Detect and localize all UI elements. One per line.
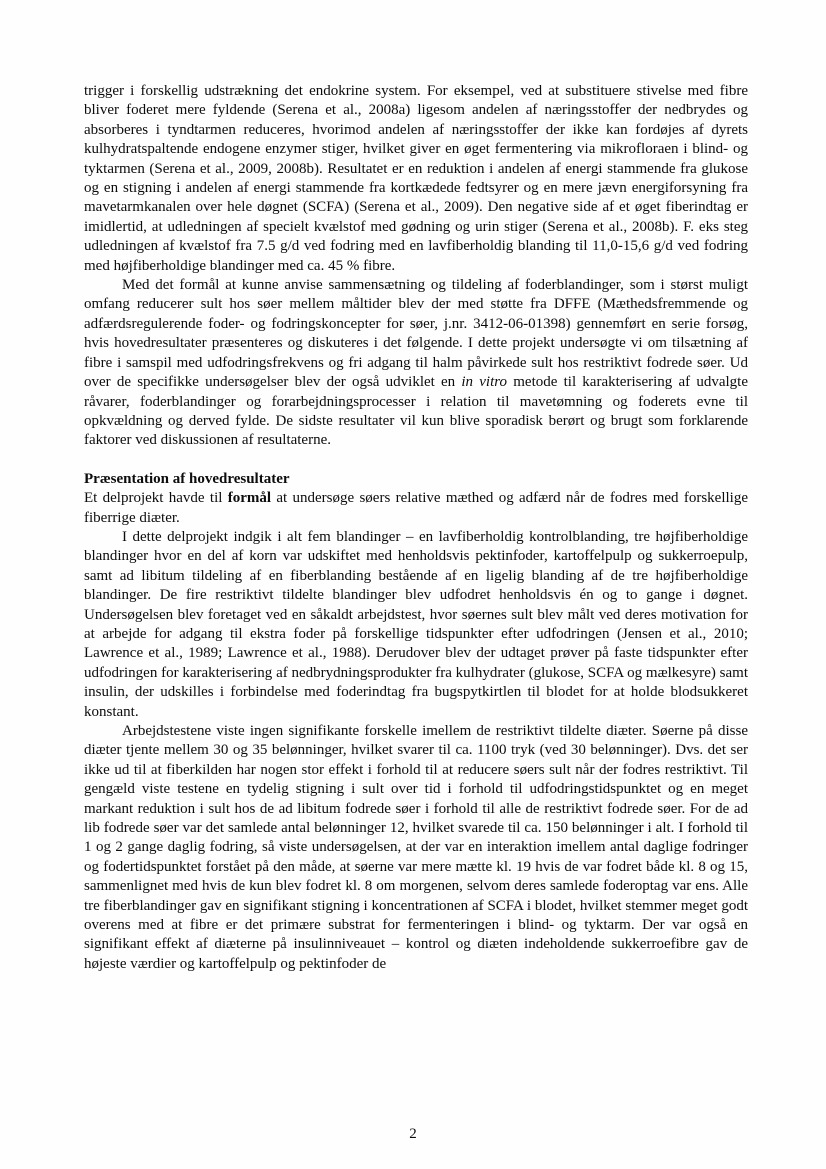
text-run: Et delprojekt havde til (84, 490, 228, 507)
paragraph (84, 82, 748, 276)
section-heading: Præsentation af hovedresultater (84, 470, 290, 487)
text-block (84, 82, 748, 974)
text-run: trigger i forskellig udstrækning det endokrine system. For eksempel, ved at substituere stivelse med fibre bliver foderet mere fyldende (Serena et al., 2008a) ligesom andelen af næringsstoffer der nedbrydes og absorberes i tyndtarmen reduceres, hvorimod andelen af næringsstoffer der ikke kan fordøjes af dyrets kulhydratspaltende endogene enzymer stiger, hvilket giver en øget fermentering via mikrofloraen i blind- og tyktarmen (Serena et al., 2009, 2008b). Resultatet er en reduktion i andelen af energi stammende fra glukose og en stigning i andelen af energi stammende fra kortkædede fedtsyrer og en mere jævn energiforsyning fra mavetarmkanalen over hele døgnet (SCFA) (Serena et al., 2009). Den negative side af et øget fiberindtag er imidlertid, at udledningen af specielt kvælstof med gødning og urin stiger (Serena et al., 2008b). F. eks steg udledningen af kvælstof fra 7.5 g/d ved fodring med en lavfiberholdig blanding til 11,0-15,6 g/d ved fodring med højfiberholdige blandinger med ca. 45 % fibre. (84, 83, 748, 274)
text-run: at undersøge søers relative mæthed og adfærd når de fodres med forskellige fiberrige diæter. (84, 490, 748, 526)
paragraph (84, 489, 748, 528)
text-run-bold: formål (227, 490, 272, 507)
text-run: Med det formål at kunne anvise sammensætning og tildeling af foderblandinger, som i størst muligt omfang reducerer sult hos søer mellem måltider blev der med støtte fra DFFE (Mæthedsfremmende og adfærdsregulerende foder- og fodringskoncepter for søer, j.nr. 3412-06-01398) gennemført en serie forsøg, hvis hovedresultater præsenteres og diskuteres i det følgende. I dette projekt undersøgte vi om tilsætning af fibre i samspil med udfodringsfrekvens og fri adgang til halm påvirkede sult hos restriktivt fodrede søer. Ud over de specifikke undersøgelser blev der også udviklet en (84, 277, 748, 391)
text-run: Arbejdstestene viste ingen signifikante forskelle imellem de restriktivt tildelte diæter. Søerne på disse diæter tjente mellem 30 og 35 belønninger, hvilket svarer til ca. 1100 tryk (ved 30 belønninger). Dvs. det ser ikke ud til at fiberkilden har nogen stor effekt i forhold til at reducere søers sult når der fodres restriktivt. Til gengæld viste testene en tydelig stigning i sult over tid i forhold til udfodringstidspunktet og en meget markant reduktion i sult hos de ad libitum fodrede søer i forhold til alle de restriktivt fodrede søer. For de ad lib fodrede søer var det samlede antal belønninger 12, hvilket svarede til ca. 150 belønninger i alt. I forhold til 1 og 2 gange daglig fodring, så viste undersøgelsen, at der var en interaktion imellem antal daglige fodringer og fodertidspunktet forstået på den måde, at søerne var mere mætte kl. 19 hvis de var fodret både kl. 8 og 15, sammenlignet med hvis de kun blev fodret kl. 8 om morgenen, selvom deres samlede foderoptag var ens. Alle tre fiberblandinger gav en signifikant stigning i koncentrationen af SCFA i blodet, hvilket stemmer meget godt overens med at fibre er det primære substrat for fermenteringen i blind- og tyktarm. Der var også en signifikant effekt af diæterne på insulinniveauet – kontrol og diæten indeholdende sukkerroefibre gav de højeste værdier og kartoffelpulp og pektinfoder de (84, 723, 748, 972)
paragraph (84, 722, 748, 974)
text-run-italic: in vitro (461, 374, 508, 391)
page-number: 2 (409, 1126, 417, 1142)
text-run: metode til karakterisering af udvalgte råvarer, foderblandinger og forarbejdningsprocesser i relation til mavetømning og foderets evne til opkvældning og derved fylde. De sidste resultater vil kun blive sporadisk berørt og brugt som forklarende faktorer ved diskussionen af resultaterne. (84, 374, 748, 449)
paragraph (84, 528, 748, 722)
paragraph (84, 276, 748, 451)
text-run: I dette delprojekt indgik i alt fem blandinger – en lavfiberholdig kontrolblanding, tre højfiberholdige blandinger hvor en del af korn var udskiftet med henholdsvis pektinfoder, kartoffelpulp og sukkerroepulp, samt ad libitum tildeling af en fiberblanding bestående af en ligelig blanding af de tre højfiberholdige blandinger. De fire restriktivt tildelte blandinger blev udfodret henholdsvis én og to gange i døgnet. Undersøgelsen blev foretaget ved en såkaldt arbejdstest, hvor søernes sult blev målt ved deres motivation for at arbejde for adgang til ekstra foder på forskellige tidspunkter efter udfodringen (Jensen et al., 2010; Lawrence et al., 1989; Lawrence et al., 1988). Derudover blev der udtaget prøver på faste tidspunkter efter udfodringen for karakterisering af nedbrydningsprodukter fra kulhydrater (glukose, SCFA og mælkesyre) samt insulin, der udskilles i forbindelse med foderindtag fra bugspytkirtlen til blodet for at holde blodsukkeret konstant. (84, 528, 748, 720)
